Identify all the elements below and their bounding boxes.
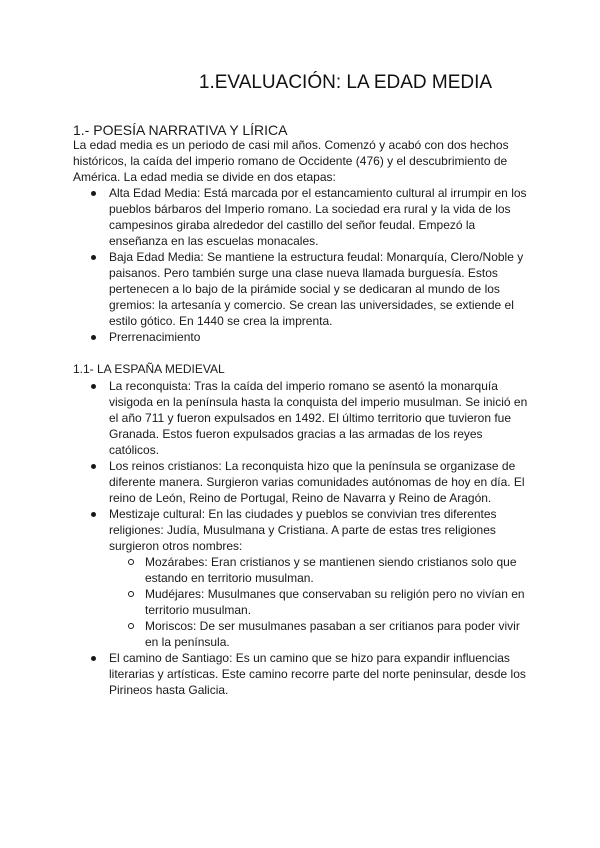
bullet-icon: [91, 255, 96, 260]
document-title: 1.EVALUACIÓN: LA EDAD MEDIA: [198, 72, 493, 93]
list-item: [73, 249, 528, 329]
bullet-icon: [91, 384, 96, 389]
list-item: [73, 329, 528, 345]
bullet-icon: [91, 656, 96, 661]
list-item-text: Baja Edad Media: Se mantiene la estructura feudal: Monarquía, Clero/Noble y paisanos. Pero también surge una clase nueva llamada burguesía. Estos pertenecen a lo bajo de la pirámide social y se dedicaran al mundo de los gremios: la artesanía y comercio. Se crean las universidades, se extiende el estilo gótico. En 1440 se crea la imprenta.: [109, 250, 524, 328]
list-item-text: El camino de Santiago: Es un camino que se hizo para expandir influencias literarias y artísticas. Este camino recorre parte del norte peninsular, desde los Pirineos hasta Galicia.: [109, 651, 526, 697]
intro-paragraph: La edad media es un periodo de casi mil años. Comenzó y acabó con dos hechos históricos, la caída del imperio romano de Occidente (476) y el descubrimiento de América. La edad media se divide en dos etapas:: [73, 138, 509, 184]
hollow-bullet-icon: [128, 591, 134, 597]
list-item: [73, 506, 528, 650]
list-item: [73, 378, 528, 458]
bullet-icon: [91, 464, 96, 469]
section-heading-poesia: 1.- POESÍA NARRATIVA Y LÍRICA: [73, 122, 288, 138]
nested-list: [109, 554, 528, 650]
nested-list-item: [109, 554, 528, 586]
nested-list-item-text: Mozárabes: Eran cristianos y se mantienen siendo cristianos solo que estando en territorio musulman.: [145, 555, 517, 585]
list-item-text: Mestizaje cultural: En las ciudades y pueblos se convivian tres diferentes religiones: Judía, Musulmana y Cristiana. A parte de estas tres religiones surgieron otros nombres:: [109, 507, 497, 553]
list-item-text: La reconquista: Tras la caída del imperio romano se asentó la monarquía visigoda en la península hasta la conquista del imperio musulman. Se inició en el año 711 y fueron expulsados en 1492. El último territorio que tuvieron fue Granada. Estos fueron expulsados gracias a las armadas de los reyes católicos.: [109, 379, 528, 457]
nested-list-item: [109, 586, 528, 618]
nested-list-item: [109, 618, 528, 650]
nested-list-item-text: Mudéjares: Musulmanes que conservaban su religión pero no vivían en territorio musulman.: [145, 587, 525, 617]
list-item: [73, 458, 528, 506]
etapas-list: [73, 185, 528, 345]
hollow-bullet-icon: [128, 559, 134, 565]
bullet-icon: [91, 191, 96, 196]
list-item-text: Alta Edad Media: Está marcada por el estancamiento cultural al irrumpir en los pueblos bárbaros del Imperio romano. La sociedad era rural y la vida de los campesinos giraba alrededor del castillo del señor feudal. Empezó la enseñanza en las escuelas monacales.: [109, 186, 527, 248]
espana-list: [73, 378, 528, 698]
list-item-text: Los reinos cristianos: La reconquista hizo que la península se organizase de diferente manera. Surgieron varias comunidades autónomas de hoy en día. El reino de León, Reino de Portugal, Reino de Navarra y Reino de Aragón.: [109, 459, 525, 505]
list-item: [73, 650, 528, 698]
list-item: [73, 185, 528, 249]
section-heading-espana: 1.1- LA ESPAÑA MEDIEVAL: [73, 362, 225, 376]
list-item-text: Prerrenacimiento: [109, 330, 201, 344]
hollow-bullet-icon: [128, 623, 134, 629]
bullet-icon: [91, 335, 96, 340]
bullet-icon: [91, 512, 96, 517]
nested-list-item-text: Moriscos: De ser musulmanes pasaban a ser critianos para poder vivir en la península.: [145, 619, 520, 649]
